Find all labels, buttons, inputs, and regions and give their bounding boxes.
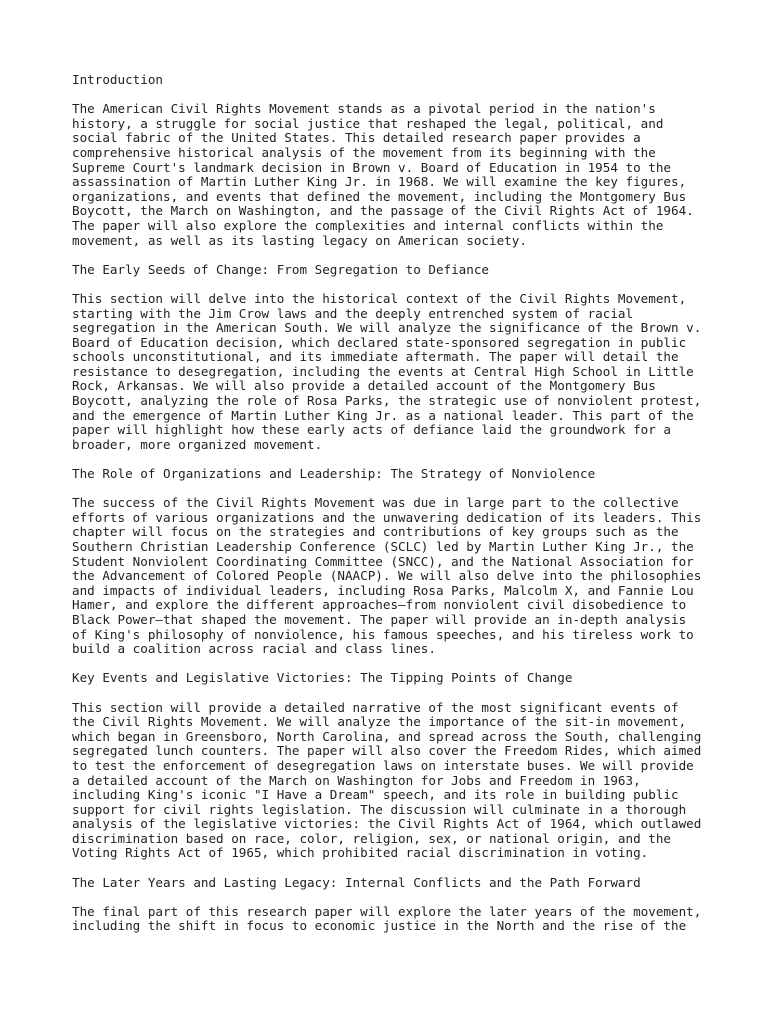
paragraph-line: paper will highlight how these early acts of defiance laid the groundwork for a	[72, 422, 671, 438]
section-heading: The Role of Organizations and Leadership: The Strategy of Nonviolence	[72, 466, 596, 482]
paragraph-line: the Advancement of Colored People (NAACP). We will also delve into the philosophies	[72, 568, 702, 584]
section-later-years	[72, 876, 728, 934]
paragraph-line: Hamer, and explore the different approaches—from nonviolent civil disobedience to	[72, 597, 687, 613]
paragraph-line: discrimination based on race, color, religion, sex, or national origin, and the	[72, 830, 671, 846]
paragraph-line: which began in Greensboro, North Carolina, and spread across the South, challenging	[72, 728, 702, 744]
paragraph-line: Voting Rights Act of 1965, which prohibited racial discrimination in voting.	[72, 845, 649, 861]
paragraph-line: Black Power—that shaped the movement. The paper will provide an in-depth analysis	[72, 611, 687, 627]
paragraph-line: Southern Christian Leadership Conference (SCLC) led by Martin Luther King Jr., the	[72, 539, 694, 554]
paragraph-line: The American Civil Rights Movement stands as a pivotal period in the nation's	[72, 101, 656, 117]
paragraph-line: schools unconstitutional, and its immediate aftermath. The paper will detail the	[72, 349, 679, 365]
paragraph-line: Supreme Court's landmark decision in Brown v. Board of Education in 1954 to the	[72, 159, 671, 175]
section-early-seeds	[72, 263, 728, 453]
paragraph-line: Boycott, the March on Washington, and the passage of the Civil Rights Act of 1964.	[72, 203, 694, 219]
paragraph-line: including King's iconic "I Have a Dream" speech, and its role in building public	[72, 787, 679, 803]
paragraph-line: starting with the Jim Crow laws and the deeply entrenched system of racial	[72, 305, 634, 321]
paragraph-line: history, a struggle for social justice that reshaped the legal, political, and	[72, 115, 664, 131]
paragraph-line: chapter will focus on the strategies and contributions of key groups such as the	[72, 524, 679, 540]
paragraph-line: efforts of various organizations and the unwavering dedication of its leaders. This	[72, 509, 702, 525]
paragraph-line: segregated lunch counters. The paper will also cover the Freedom Rides, which aimed	[72, 743, 702, 759]
paragraph-line: This section will provide a detailed narrative of the most significant events of	[72, 699, 679, 715]
paragraph-line: resistance to desegregation, including the events at Central High School in Little	[72, 363, 694, 379]
section-paragraph	[72, 496, 728, 657]
section-paragraph	[72, 701, 728, 862]
paragraph-line: a detailed account of the March on Washington for Jobs and Freedom in 1963,	[72, 772, 641, 788]
paragraph-line: social fabric of the United States. This detailed research paper provides a	[72, 130, 641, 146]
paragraph-line: The paper will also explore the complexities and internal conflicts within the	[72, 217, 664, 233]
paragraph-line: This section will delve into the historical context of the Civil Rights Movement,	[72, 290, 687, 306]
paragraph-line: support for civil rights legislation. The discussion will culminate in a thorough	[72, 801, 687, 817]
paragraph-line: the Civil Rights Movement. We will analyze the importance of the sit-in movement,	[72, 714, 687, 730]
paragraph-line: and the emergence of Martin Luther King Jr. as a national leader. This part of the	[72, 407, 694, 423]
section-paragraph	[72, 292, 728, 453]
paragraph-line: broader, more organized movement.	[72, 436, 323, 452]
section-paragraph	[72, 905, 728, 934]
section-heading: The Early Seeds of Change: From Segregation to Defiance	[72, 261, 490, 277]
section-introduction	[72, 73, 728, 248]
paragraph-line: Boycott, analyzing the role of Rosa Parks, the strategic use of nonviolent protest,	[72, 393, 702, 409]
paragraph-line: The success of the Civil Rights Movement was due in large part to the collective	[72, 495, 679, 511]
section-paragraph	[72, 102, 728, 248]
paragraph-line: build a coalition across racial and class lines.	[72, 641, 436, 657]
section-organizations-leadership	[72, 467, 728, 657]
section-heading: Introduction	[72, 72, 163, 87]
section-heading: Key Events and Legislative Victories: The Tipping Points of Change	[72, 670, 573, 686]
paragraph-line: comprehensive historical analysis of the movement from its beginning with the	[72, 144, 656, 160]
section-key-events	[72, 671, 728, 861]
paragraph-line: Rock, Arkansas. We will also provide a detailed account of the Montgomery Bus	[72, 378, 656, 394]
paragraph-line: including the shift in focus to economic justice in the North and the rise of the	[72, 918, 687, 934]
paragraph-line: of King's philosophy of nonviolence, his famous speeches, and his tireless work to	[72, 626, 694, 642]
paragraph-line: Board of Education decision, which declared state-sponsored segregation in public	[72, 334, 687, 350]
paragraph-line: segregation in the American South. We will analyze the significance of the Brown v.	[72, 320, 702, 336]
paragraph-line: to test the enforcement of desegregation laws on interstate buses. We will provide	[72, 757, 694, 773]
paragraph-line: assassination of Martin Luther King Jr. in 1968. We will examine the key figures,	[72, 174, 687, 190]
section-heading: The Later Years and Lasting Legacy: Internal Conflicts and the Path Forward	[72, 874, 641, 890]
paragraph-line: and impacts of individual leaders, including Rosa Parks, Malcolm X, and Fannie Lou	[72, 582, 694, 598]
paragraph-line: Student Nonviolent Coordinating Committee (SNCC), and the National Association for	[72, 553, 694, 569]
paragraph-line: analysis of the legislative victories: the Civil Rights Act of 1964, which outlawed	[72, 816, 702, 832]
paragraph-line: movement, as well as its lasting legacy on American society.	[72, 232, 527, 248]
paragraph-line: The final part of this research paper will explore the later years of the movement,	[72, 903, 702, 919]
paragraph-line: organizations, and events that defined the movement, including the Montgomery Bus	[72, 188, 687, 204]
